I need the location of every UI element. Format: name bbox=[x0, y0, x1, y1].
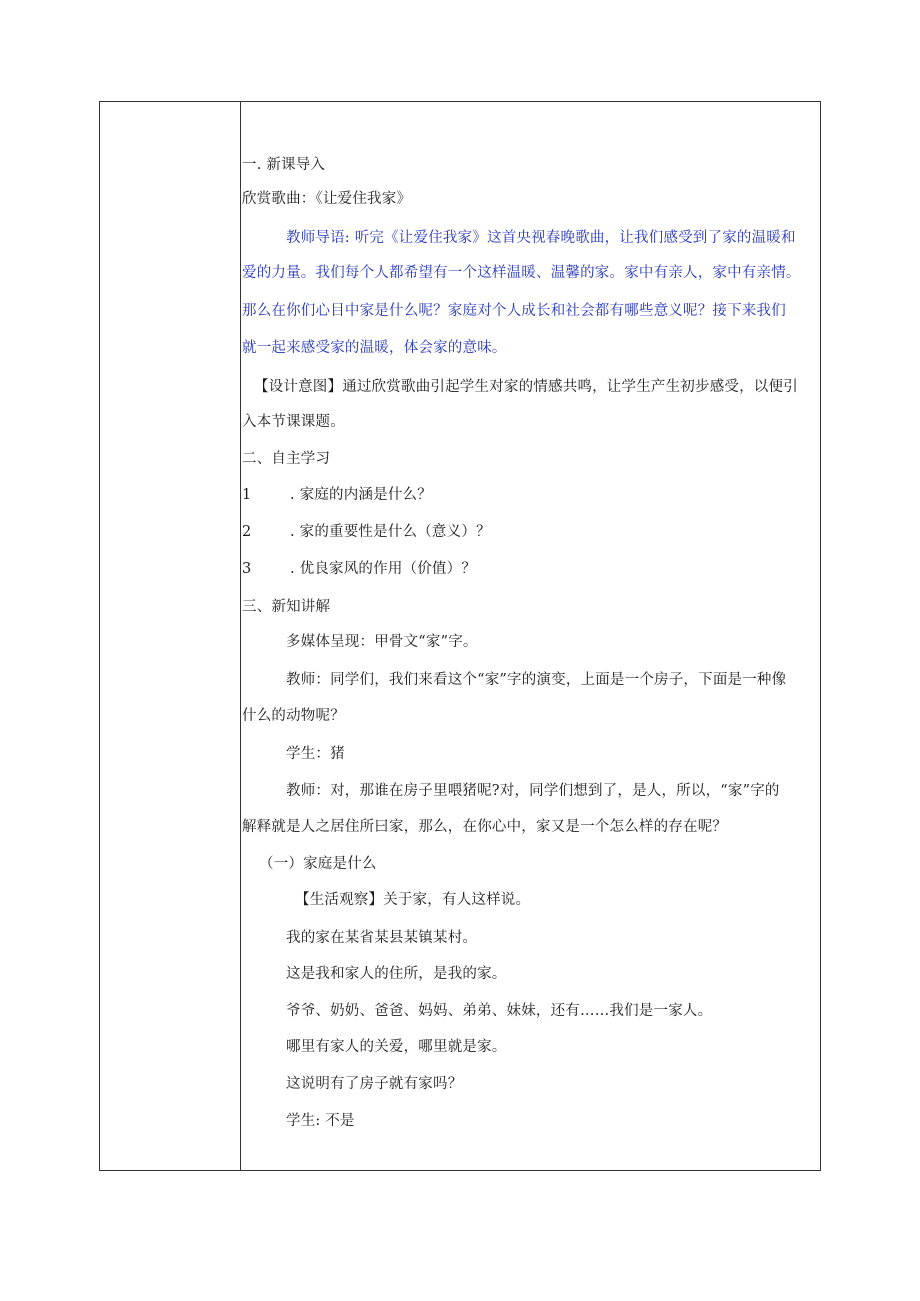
section-heading-intro: 一. 新课导入 bbox=[242, 157, 326, 173]
teacher-intro-line-1: 教师导语: 听完《让爱住我家》这首央视春晚歌曲，让我们感受到了家的温暖和 bbox=[286, 230, 796, 246]
section-heading-self-study: 二、自主学习 bbox=[242, 451, 331, 467]
teacher-intro-line-4: 就一起来感受家的温暖，体会家的意味。 bbox=[242, 340, 507, 356]
question-number: 3 bbox=[242, 561, 252, 577]
question-number: 1 bbox=[242, 487, 252, 503]
song-line: 欣赏歌曲：《让爱住我家》 bbox=[242, 191, 412, 207]
multimedia-line: 多媒体呈现：甲骨文“家”字。 bbox=[286, 634, 478, 650]
table-left-column bbox=[100, 102, 241, 1170]
statement-line-3: 爷爷、奶奶、爸爸、妈妈、弟弟、妹妹，还有……我们是一家人。 bbox=[286, 1003, 713, 1019]
question-text: . 家的重要性是什么（意义）？ bbox=[290, 524, 491, 540]
design-intent-line-2: 入本节课课题。 bbox=[242, 414, 345, 430]
student-answer-pig: 学生：猪 bbox=[286, 746, 345, 762]
statement-line-2: 这是我和家人的住所，是我的家。 bbox=[286, 966, 507, 982]
question-item bbox=[242, 485, 432, 505]
question-line: 这说明有了房子就有家吗？ bbox=[286, 1076, 463, 1092]
teacher-intro-line-3: 那么在你们心目中家是什么呢？家庭对个人成长和社会都有哪些意义呢？接下来我们 bbox=[242, 303, 786, 319]
teacher-line-4: 解释就是人之居住所曰家，那么，在你心中，家又是一个怎么样的存在呢？ bbox=[242, 819, 728, 835]
question-item bbox=[242, 559, 476, 579]
question-text: . 优良家风的作用（价值）？ bbox=[290, 561, 477, 577]
teacher-line-1: 教师：同学们，我们来看这个“家”字的演变，上面是一个房子，下面是一种像 bbox=[286, 672, 787, 688]
question-item bbox=[242, 522, 491, 542]
teacher-line-2: 什么的动物呢？ bbox=[242, 708, 345, 724]
design-intent-line-1: 【设计意图】通过欣赏歌曲引起学生对家的情感共鸣，让学生产生初步感受，以便引 bbox=[254, 379, 798, 395]
question-number: 2 bbox=[242, 524, 252, 540]
teacher-line-3: 教师：对，那谁在房子里喂猪呢?对，同学们想到了，是人，所以，“家”字的 bbox=[286, 783, 780, 799]
teacher-intro-line-2: 爱的力量。我们每个人都希望有一个这样温暖、温馨的家。家中有亲人，家中有亲情。 bbox=[242, 265, 801, 281]
statement-line-4: 哪里有家人的关爱，哪里就是家。 bbox=[286, 1039, 507, 1055]
student-answer-no: 学生: 不是 bbox=[286, 1113, 355, 1129]
section-heading-new-knowledge: 三、新知讲解 bbox=[242, 599, 331, 615]
life-observation-line: 【生活观察】关于家，有人这样说。 bbox=[295, 892, 531, 908]
statement-line-1: 我的家在某省某县某镇某村。 bbox=[286, 930, 478, 946]
table-content-cell bbox=[242, 102, 820, 1170]
question-text: . 家庭的内涵是什么？ bbox=[290, 487, 432, 503]
subsection-heading-family: （一）家庭是什么 bbox=[259, 856, 377, 872]
lesson-table bbox=[99, 101, 821, 1171]
